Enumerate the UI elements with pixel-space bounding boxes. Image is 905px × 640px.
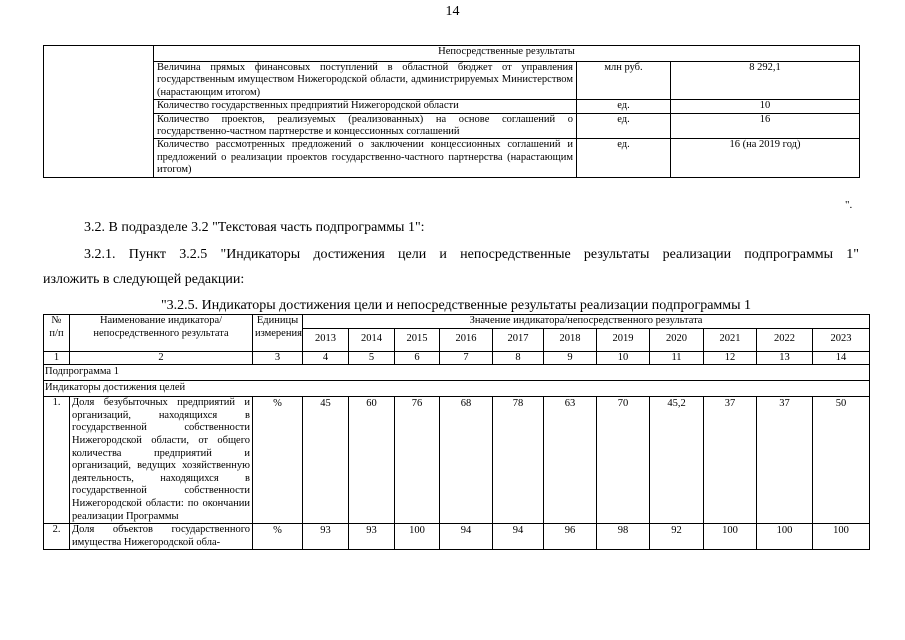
result-name: Количество проектов, реализуемых (реализованных) на основе соглашений о государственно-частном партнерстве и концессионных соглашений (154, 113, 577, 139)
column-number: 11 (650, 351, 704, 365)
indicators-table (43, 314, 870, 550)
result-name: Количество государственных предприятий Нижегородской области (154, 100, 577, 113)
column-number: 4 (303, 351, 349, 365)
column-number: 9 (544, 351, 597, 365)
header-year: 2019 (597, 328, 650, 351)
header-year: 2018 (544, 328, 597, 351)
column-number: 2 (70, 351, 253, 365)
result-name: Величина прямых финансовых поступлений в областной бюджет от управления государственным имуществом Нижегородской области, администрируемых Министерством (нарастающим итогом) (154, 62, 577, 100)
indicator-value: 76 (395, 397, 440, 524)
table-row (44, 113, 860, 139)
paragraph-3-2-1: 3.2.1. Пункт 3.2.5 "Индикаторы достижения цели и непосредственные результаты реализации подпрограммы 1" (84, 247, 859, 262)
header-value-group: Значение индикатора/непосредственного результата (303, 315, 870, 329)
result-value: 8 292,1 (671, 62, 860, 100)
column-number-row (44, 351, 870, 365)
indicator-value: 96 (544, 524, 597, 550)
result-value: 10 (671, 100, 860, 113)
indicator-unit: % (253, 397, 303, 524)
column-number: 6 (395, 351, 440, 365)
header-year: 2022 (757, 328, 813, 351)
indicator-value: 45,2 (650, 397, 704, 524)
header-unit: Единицы измерения (253, 315, 303, 352)
table-row (44, 524, 870, 550)
indicator-value: 100 (757, 524, 813, 550)
table-row (44, 62, 860, 100)
column-number: 1 (44, 351, 70, 365)
table-row (44, 139, 860, 177)
indicator-value: 37 (757, 397, 813, 524)
result-name: Количество рассмотренных предложений о заключении концессионных соглашений и предложений о реализации проектов государственно-частного партнерства (нарастающим итогом) (154, 139, 577, 177)
paragraph-3-2: 3.2. В подразделе 3.2 "Текстовая часть подпрограммы 1": (84, 220, 425, 235)
indicator-value: 68 (440, 397, 493, 524)
indicator-value: 78 (493, 397, 544, 524)
header-year: 2015 (395, 328, 440, 351)
indicator-name: Доля объектов государственного имущества Нижегородской обла- (70, 524, 253, 550)
result-unit: ед. (577, 100, 671, 113)
section-title: Подпрограмма 1 (44, 365, 870, 381)
closing-quote: ". (845, 199, 853, 211)
indicator-value: 94 (493, 524, 544, 550)
indicator-value: 93 (349, 524, 395, 550)
indicator-value: 45 (303, 397, 349, 524)
column-number: 7 (440, 351, 493, 365)
indicator-value: 60 (349, 397, 395, 524)
indicator-value: 100 (395, 524, 440, 550)
indicator-value: 92 (650, 524, 704, 550)
indicator-value: 93 (303, 524, 349, 550)
result-unit: млн руб. (577, 62, 671, 100)
column-number: 12 (704, 351, 757, 365)
column-number: 5 (349, 351, 395, 365)
table-row (44, 100, 860, 113)
result-unit: ед. (577, 113, 671, 139)
header-name: Наименование индикатора/непосредственного результата (70, 315, 253, 352)
indicator-value: 98 (597, 524, 650, 550)
empty-cell (44, 46, 154, 178)
indicator-value: 100 (813, 524, 870, 550)
header-year: 2014 (349, 328, 395, 351)
table-caption: "3.2.5. Индикаторы достижения цели и непосредственные результаты реализации подпрограммы 1 (160, 298, 752, 313)
header-year: 2020 (650, 328, 704, 351)
header-year: 2016 (440, 328, 493, 351)
column-number: 13 (757, 351, 813, 365)
table-row (44, 397, 870, 524)
paragraph-continuation: изложить в следующей редакции: (43, 272, 245, 287)
direct-results-table (43, 45, 860, 178)
indicator-value: 37 (704, 397, 757, 524)
indicator-value: 63 (544, 397, 597, 524)
indicator-value: 50 (813, 397, 870, 524)
column-number: 14 (813, 351, 870, 365)
result-value: 16 (на 2019 год) (671, 139, 860, 177)
subsection-title: Индикаторы достижения целей (44, 381, 870, 397)
indicator-unit: % (253, 524, 303, 550)
indicator-name: Доля безубыточных предприятий и организаций, находящихся в государственной собственности Нижегородской области, от общего количества предприятий и организаций, ведущих хозяйственную деятельность, находящихся в государственной собственности Нижегородской области: по окончании реализации Программы (70, 397, 253, 524)
page-number: 14 (445, 4, 460, 19)
direct-results-header: Непосредственные результаты (154, 46, 860, 62)
result-unit: ед. (577, 139, 671, 177)
header-year: 2023 (813, 328, 870, 351)
indicator-value: 100 (704, 524, 757, 550)
column-number: 8 (493, 351, 544, 365)
indicator-value: 70 (597, 397, 650, 524)
header-num: № п/п (44, 315, 70, 352)
column-number: 3 (253, 351, 303, 365)
header-year: 2013 (303, 328, 349, 351)
result-value: 16 (671, 113, 860, 139)
row-number: 1. (44, 397, 70, 524)
column-number: 10 (597, 351, 650, 365)
header-year: 2021 (704, 328, 757, 351)
row-number: 2. (44, 524, 70, 550)
indicator-value: 94 (440, 524, 493, 550)
header-year: 2017 (493, 328, 544, 351)
